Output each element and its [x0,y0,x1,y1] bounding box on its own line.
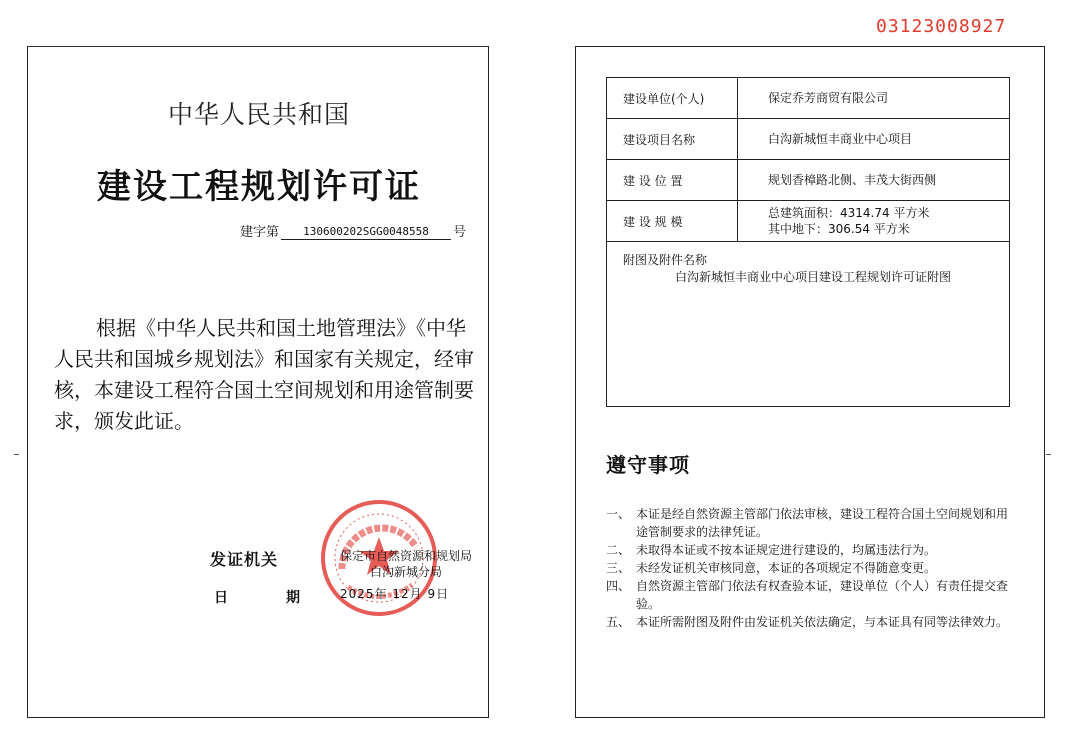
permit-title: 建设工程规划许可证 [97,167,421,207]
issuer-name-line1: 保定市自然资源和规划局 [339,549,472,563]
attachments-label: 附图及附件名称 [623,253,708,267]
row-label-project: 建设项目名称 [607,119,738,159]
list-item [606,559,1016,577]
row-value-builder: 保定乔芳商贸有限公司 [768,91,889,105]
note-number: 四、 [606,579,631,593]
table-row [607,78,1009,119]
note-text: 本证所需附图及附件由发证机关依法确定，与本证具有同等法律效力。 [636,615,1009,629]
issuer-name [336,548,476,580]
list-item [606,613,1016,631]
permit-left-page [27,46,489,718]
attachments-value: 白沟新城恒丰商业中心项目建设工程规划许可证附图 [675,270,952,284]
row-label-builder: 建设单位(个人) [607,78,738,118]
edge-tick-right [1046,454,1051,455]
row-label-scale: 建 设 规 模 [607,201,738,241]
issue-date: 2025年 12月 9日 [340,587,450,601]
table-row [607,201,1009,242]
scale-total-area: 总建筑面积：4314.74 平方米 [768,206,930,220]
project-info-table [606,77,1010,407]
country-heading: 中华人民共和国 [167,100,350,129]
legal-basis-text: 根据《中华人民共和国土地管理法》《中华人民共和国城乡规划法》和国家有关规定，经审核，本建设工程符合国土空间规划和用途管制要求，颁发此证。 [54,316,474,433]
row-value-project: 白沟新城恒丰商业中心项目 [768,132,913,146]
note-text: 未经发证机关审核同意，本证的各项规定不得随意变更。 [636,561,937,575]
permit-number-row [240,221,466,240]
note-number: 二、 [606,543,631,557]
note-text: 自然资源主管部门依法有权查验本证，建设单位（个人）有责任提交查验。 [636,579,1009,611]
table-row [607,119,1009,160]
edge-tick-left [14,454,19,455]
list-item [606,577,1016,613]
issuer-label: 发证机关 [210,550,279,569]
permit-number: 130600202SGG0048558 [281,225,451,240]
attachments-section [607,242,1009,406]
issuer-name-line2: 白沟新城分局 [369,565,442,579]
list-item [606,541,1016,559]
note-number: 五、 [606,615,631,629]
table-row [607,160,1009,201]
note-text: 未取得本证或不按本证规定进行建设的，均属违法行为。 [636,543,937,557]
serial-number: 03123008927 [876,16,1007,37]
permit-prefix: 建字第 [240,225,280,240]
scale-underground-area: 其中地下：306.54 平方米 [768,222,910,236]
permit-suffix: 号 [453,225,467,240]
date-label: 日 期 [214,590,322,606]
row-value-scale [738,201,1009,241]
note-number: 一、 [606,507,631,521]
list-item [606,505,1016,541]
row-value-location: 规划香樟路北侧、丰茂大街西侧 [768,173,937,187]
row-label-location: 建 设 位 置 [607,160,738,200]
notes-list [606,505,1016,631]
note-text: 本证是经自然资源主管部门依法审核，建设工程符合国土空间规划和用途管制要求的法律凭证。 [636,507,1009,539]
permit-right-page [575,46,1045,718]
notes-title: 遵守事项 [606,453,690,477]
note-number: 三、 [606,561,631,575]
